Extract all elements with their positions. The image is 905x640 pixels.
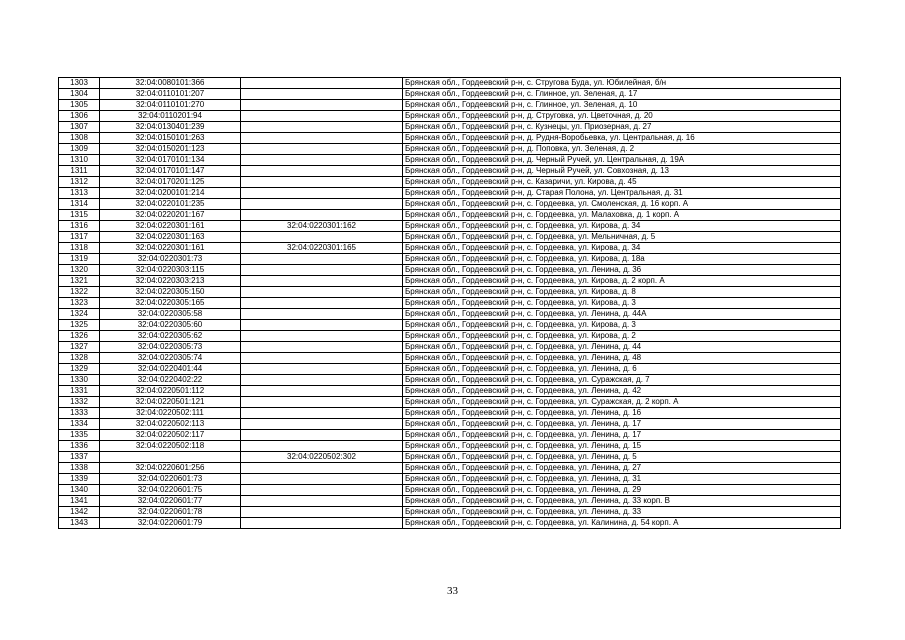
row-number-cell: 1315 [59,210,100,221]
cadastral-number-cell: 32:04:0220305:60 [100,320,241,331]
registry-table-body [59,78,841,529]
cadastral-number-cell: 32:04:0220301:161 [100,243,241,254]
address-cell: Брянская обл., Гордеевский р-н, с. Гордеевка, ул. Ленина, д. 16 [403,408,841,419]
row-number-cell: 1313 [59,188,100,199]
linked-cadastral-number-cell [241,177,403,188]
address-cell: Брянская обл., Гордеевский р-н, с. Гордеевка, ул. Ленина, д. 48 [403,353,841,364]
linked-cadastral-number-cell [241,320,403,331]
address-cell: Брянская обл., Гордеевский р-н, с. Гордеевка, ул. Кирова, д. 2 [403,331,841,342]
linked-cadastral-number-cell: 32:04:0220301:162 [241,221,403,232]
cadastral-number-cell: 32:04:0220301:163 [100,232,241,243]
row-number-cell: 1332 [59,397,100,408]
address-cell: Брянская обл., Гордеевский р-н, д. Рудня-Воробьевка, ул. Центральная, д. 16 [403,133,841,144]
cadastral-number-cell: 32:04:0200101:214 [100,188,241,199]
linked-cadastral-number-cell: 32:04:0220301:165 [241,243,403,254]
table-row [59,342,841,353]
row-number-cell: 1314 [59,199,100,210]
row-number-cell: 1338 [59,463,100,474]
cadastral-number-cell: 32:04:0220301:73 [100,254,241,265]
cadastral-number-cell: 32:04:0220502:113 [100,419,241,430]
table-row [59,375,841,386]
row-number-cell: 1311 [59,166,100,177]
table-row [59,166,841,177]
linked-cadastral-number-cell [241,507,403,518]
address-cell: Брянская обл., Гордеевский р-н, с. Гордеевка, ул. Ленина, д. 29 [403,485,841,496]
linked-cadastral-number-cell [241,331,403,342]
address-cell: Брянская обл., Гордеевский р-н, с. Гордеевка, ул. Мельничная, д. 5 [403,232,841,243]
address-cell: Брянская обл., Гордеевский р-н, с. Гордеевка, ул. Ленина, д. 6 [403,364,841,375]
table-row [59,111,841,122]
row-number-cell: 1330 [59,375,100,386]
linked-cadastral-number-cell [241,144,403,155]
linked-cadastral-number-cell [241,276,403,287]
table-row [59,276,841,287]
linked-cadastral-number-cell [241,199,403,210]
linked-cadastral-number-cell [241,166,403,177]
table-row [59,496,841,507]
cadastral-number-cell: 32:04:0220305:165 [100,298,241,309]
row-number-cell: 1309 [59,144,100,155]
address-cell: Брянская обл., Гордеевский р-н, с. Гордеевка, ул. Кирова, д. 34 [403,243,841,254]
cadastral-number-cell: 32:04:0110201:94 [100,111,241,122]
address-cell: Брянская обл., Гордеевский р-н, с. Гордеевка, ул. Ленина, д. 33 корп. В [403,496,841,507]
linked-cadastral-number-cell [241,353,403,364]
address-cell: Брянская обл., Гордеевский р-н, с. Гордеевка, ул. Кирова, д. 3 [403,320,841,331]
table-row [59,364,841,375]
address-cell: Брянская обл., Гордеевский р-н, с. Гордеевка, ул. Ленина, д. 5 [403,452,841,463]
table-row [59,397,841,408]
row-number-cell: 1322 [59,287,100,298]
property-registry-table [58,77,841,529]
row-number-cell: 1340 [59,485,100,496]
linked-cadastral-number-cell [241,89,403,100]
address-cell: Брянская обл., Гордеевский р-н, с. Стругова Буда, ул. Юбилейная, б/н [403,78,841,89]
cadastral-number-cell: 32:04:0220502:111 [100,408,241,419]
row-number-cell: 1324 [59,309,100,320]
address-cell: Брянская обл., Гордеевский р-н, с. Гордеевка, ул. Ленина, д. 42 [403,386,841,397]
linked-cadastral-number-cell [241,518,403,529]
linked-cadastral-number-cell [241,485,403,496]
address-cell: Брянская обл., Гордеевский р-н, с. Гордеевка, ул. Кирова, д. 8 [403,287,841,298]
address-cell: Брянская обл., Гордеевский р-н, с. Глинное, ул. Зеленая, д. 17 [403,89,841,100]
table-row [59,507,841,518]
cadastral-number-cell: 32:04:0220501:112 [100,386,241,397]
row-number-cell: 1305 [59,100,100,111]
row-number-cell: 1331 [59,386,100,397]
cadastral-number-cell: 32:04:0170201:125 [100,177,241,188]
table-row [59,100,841,111]
address-cell: Брянская обл., Гордеевский р-н, с. Гордеевка, ул. Кирова, д. 2 корп. А [403,276,841,287]
linked-cadastral-number-cell [241,364,403,375]
table-row [59,221,841,232]
cadastral-number-cell [100,452,241,463]
page-number: 33 [447,585,458,597]
row-number-cell: 1336 [59,441,100,452]
row-number-cell: 1323 [59,298,100,309]
row-number-cell: 1304 [59,89,100,100]
row-number-cell: 1328 [59,353,100,364]
cadastral-number-cell: 32:04:0110101:207 [100,89,241,100]
linked-cadastral-number-cell [241,111,403,122]
linked-cadastral-number-cell [241,408,403,419]
cadastral-number-cell: 32:04:0130401:239 [100,122,241,133]
table-row [59,474,841,485]
linked-cadastral-number-cell [241,375,403,386]
cadastral-number-cell: 32:04:0220501:121 [100,397,241,408]
cadastral-number-cell: 32:04:0220101:235 [100,199,241,210]
row-number-cell: 1334 [59,419,100,430]
row-number-cell: 1337 [59,452,100,463]
table-row [59,243,841,254]
linked-cadastral-number-cell [241,298,403,309]
cadastral-number-cell: 32:04:0220601:78 [100,507,241,518]
cadastral-number-cell: 32:04:0220305:74 [100,353,241,364]
row-number-cell: 1327 [59,342,100,353]
row-number-cell: 1335 [59,430,100,441]
row-number-cell: 1306 [59,111,100,122]
row-number-cell: 1339 [59,474,100,485]
cadastral-number-cell: 32:04:0220601:77 [100,496,241,507]
table-row [59,320,841,331]
table-row [59,386,841,397]
linked-cadastral-number-cell [241,441,403,452]
address-cell: Брянская обл., Гордеевский р-н, д. Старая Полона, ул. Центральная, д. 31 [403,188,841,199]
address-cell: Брянская обл., Гордеевский р-н, с. Гордеевка, ул. Ленина, д. 27 [403,463,841,474]
address-cell: Брянская обл., Гордеевский р-н, с. Гордеевка, ул. Ленина, д. 36 [403,265,841,276]
cadastral-number-cell: 32:04:0220303:213 [100,276,241,287]
linked-cadastral-number-cell [241,386,403,397]
table-row [59,144,841,155]
table-row [59,408,841,419]
row-number-cell: 1317 [59,232,100,243]
linked-cadastral-number-cell [241,232,403,243]
address-cell: Брянская обл., Гордеевский р-н, с. Кузнецы, ул. Приозерная, д. 27 [403,122,841,133]
linked-cadastral-number-cell [241,397,403,408]
cadastral-number-cell: 32:04:0220601:256 [100,463,241,474]
cadastral-number-cell: 32:04:0220502:117 [100,430,241,441]
address-cell: Брянская обл., Гордеевский р-н, с. Гордеевка, ул. Кирова, д. 34 [403,221,841,232]
table-row [59,353,841,364]
cadastral-number-cell: 32:04:0110101:270 [100,100,241,111]
table-row [59,188,841,199]
address-cell: Брянская обл., Гордеевский р-н, с. Глинное, ул. Зеленая, д. 10 [403,100,841,111]
table-row [59,298,841,309]
cadastral-number-cell: 32:04:0170101:134 [100,155,241,166]
address-cell: Брянская обл., Гордеевский р-н, с. Казаричи, ул. Кирова, д. 45 [403,177,841,188]
table-row [59,430,841,441]
cadastral-number-cell: 32:04:0220502:118 [100,441,241,452]
cadastral-number-cell: 32:04:0220401:44 [100,364,241,375]
address-cell: Брянская обл., Гордеевский р-н, с. Гордеевка, ул. Ленина, д. 17 [403,419,841,430]
address-cell: Брянская обл., Гордеевский р-н, с. Гордеевка, ул. Суражская, д. 2 корп. А [403,397,841,408]
cadastral-number-cell: 32:04:0170101:147 [100,166,241,177]
address-cell: Брянская обл., Гордеевский р-н, с. Гордеевка, ул. Ленина, д. 17 [403,430,841,441]
row-number-cell: 1307 [59,122,100,133]
linked-cadastral-number-cell [241,100,403,111]
cadastral-number-cell: 32:04:0220305:62 [100,331,241,342]
cadastral-number-cell: 32:04:0150101:263 [100,133,241,144]
cadastral-number-cell: 32:04:0220305:150 [100,287,241,298]
row-number-cell: 1329 [59,364,100,375]
table-row [59,254,841,265]
cadastral-number-cell: 32:04:0220601:75 [100,485,241,496]
cadastral-number-cell: 32:04:0150201:123 [100,144,241,155]
linked-cadastral-number-cell [241,287,403,298]
address-cell: Брянская обл., Гордеевский р-н, с. Гордеевка, ул. Ленина, д. 44 [403,342,841,353]
linked-cadastral-number-cell [241,430,403,441]
table-row [59,309,841,320]
cadastral-number-cell: 32:04:0220305:58 [100,309,241,320]
address-cell: Брянская обл., Гордеевский р-н, д. Черный Ручей, ул. Совхозная, д. 13 [403,166,841,177]
linked-cadastral-number-cell [241,309,403,320]
address-cell: Брянская обл., Гордеевский р-н, с. Гордеевка, ул. Ленина, д. 31 [403,474,841,485]
linked-cadastral-number-cell: 32:04:0220502:302 [241,452,403,463]
table-row [59,331,841,342]
cadastral-number-cell: 32:04:0220303:115 [100,265,241,276]
table-row [59,155,841,166]
row-number-cell: 1319 [59,254,100,265]
row-number-cell: 1303 [59,78,100,89]
cadastral-number-cell: 32:04:0220305:73 [100,342,241,353]
row-number-cell: 1316 [59,221,100,232]
linked-cadastral-number-cell [241,78,403,89]
table-row [59,232,841,243]
table-row [59,122,841,133]
linked-cadastral-number-cell [241,155,403,166]
table-row [59,199,841,210]
linked-cadastral-number-cell [241,210,403,221]
row-number-cell: 1318 [59,243,100,254]
cadastral-number-cell: 32:04:0220601:79 [100,518,241,529]
row-number-cell: 1333 [59,408,100,419]
row-number-cell: 1321 [59,276,100,287]
row-number-cell: 1312 [59,177,100,188]
row-number-cell: 1341 [59,496,100,507]
address-cell: Брянская обл., Гордеевский р-н, с. Гордеевка, ул. Ленина, д. 44А [403,309,841,320]
address-cell: Брянская обл., Гордеевский р-н, с. Гордеевка, ул. Ленина, д. 33 [403,507,841,518]
cadastral-number-cell: 32:04:0080101:366 [100,78,241,89]
linked-cadastral-number-cell [241,496,403,507]
table-row [59,78,841,89]
cadastral-number-cell: 32:04:0220402:22 [100,375,241,386]
table-row [59,177,841,188]
linked-cadastral-number-cell [241,474,403,485]
row-number-cell: 1310 [59,155,100,166]
row-number-cell: 1326 [59,331,100,342]
table-row [59,518,841,529]
address-cell: Брянская обл., Гордеевский р-н, д. Поповка, ул. Зеленая, д. 2 [403,144,841,155]
address-cell: Брянская обл., Гордеевский р-н, с. Гордеевка, ул. Калинина, д. 54 корп. А [403,518,841,529]
table-row [59,463,841,474]
cadastral-number-cell: 32:04:0220301:161 [100,221,241,232]
table-row [59,89,841,100]
table-row [59,133,841,144]
address-cell: Брянская обл., Гордеевский р-н, с. Гордеевка, ул. Малаховка, д. 1 корп. А [403,210,841,221]
row-number-cell: 1342 [59,507,100,518]
table-row [59,452,841,463]
address-cell: Брянская обл., Гордеевский р-н, д. Черный Ручей, ул. Центральная, д. 19А [403,155,841,166]
address-cell: Брянская обл., Гордеевский р-н, с. Гордеевка, ул. Смоленская, д. 16 корп. А [403,199,841,210]
address-cell: Брянская обл., Гордеевский р-н, д. Струговка, ул. Цветочная, д. 20 [403,111,841,122]
linked-cadastral-number-cell [241,265,403,276]
linked-cadastral-number-cell [241,254,403,265]
address-cell: Брянская обл., Гордеевский р-н, с. Гордеевка, ул. Суражская, д. 7 [403,375,841,386]
linked-cadastral-number-cell [241,342,403,353]
table-row [59,485,841,496]
row-number-cell: 1320 [59,265,100,276]
address-cell: Брянская обл., Гордеевский р-н, с. Гордеевка, ул. Кирова, д. 3 [403,298,841,309]
linked-cadastral-number-cell [241,122,403,133]
linked-cadastral-number-cell [241,188,403,199]
row-number-cell: 1325 [59,320,100,331]
linked-cadastral-number-cell [241,419,403,430]
cadastral-number-cell: 32:04:0220601:73 [100,474,241,485]
table-row [59,210,841,221]
cadastral-number-cell: 32:04:0220201:167 [100,210,241,221]
row-number-cell: 1308 [59,133,100,144]
linked-cadastral-number-cell [241,463,403,474]
table-row [59,287,841,298]
table-row [59,419,841,430]
table-row [59,265,841,276]
address-cell: Брянская обл., Гордеевский р-н, с. Гордеевка, ул. Кирова, д. 18а [403,254,841,265]
row-number-cell: 1343 [59,518,100,529]
table-row [59,441,841,452]
linked-cadastral-number-cell [241,133,403,144]
address-cell: Брянская обл., Гордеевский р-н, с. Гордеевка, ул. Ленина, д. 15 [403,441,841,452]
